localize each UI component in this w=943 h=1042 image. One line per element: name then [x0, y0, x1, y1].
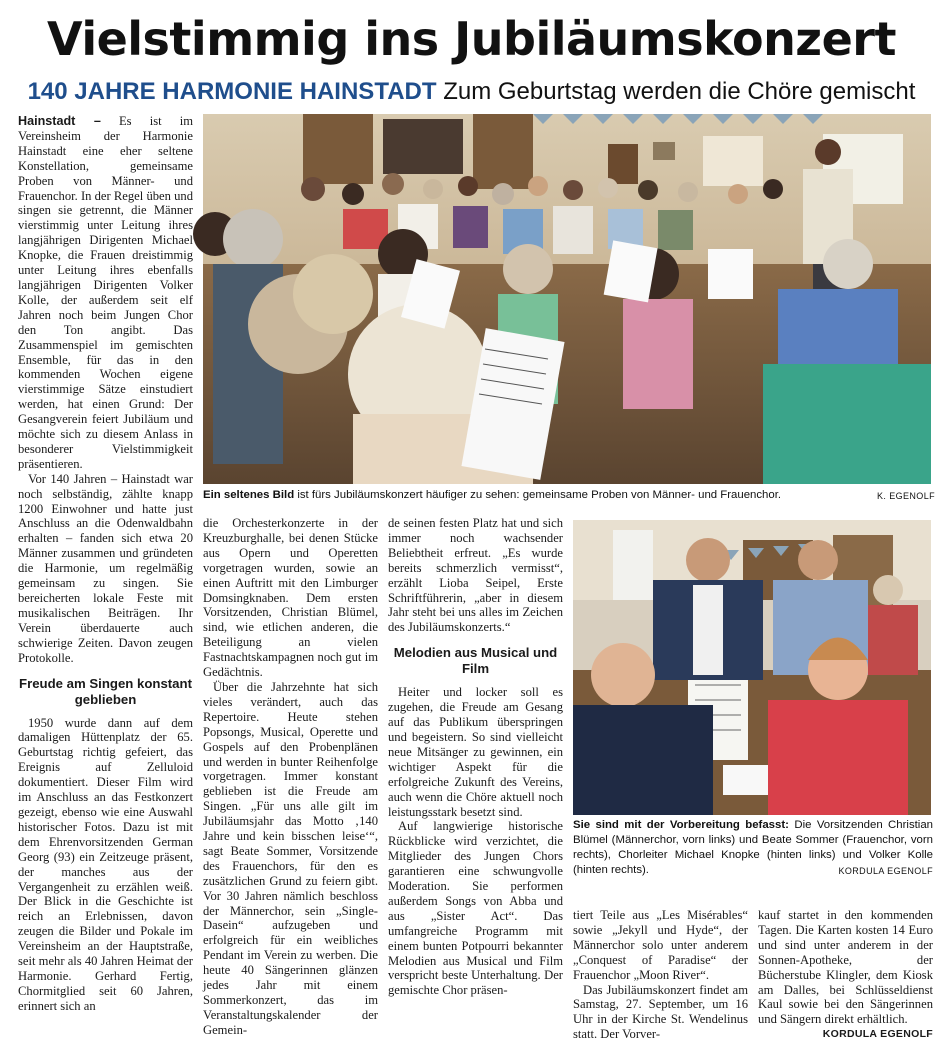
caption-bold: Sie sind mit der Vorbereitung befasst:: [573, 819, 789, 831]
choir-rehearsal-photo: [203, 114, 931, 484]
subheading: Freude am Singen konstant geblieben: [19, 675, 192, 707]
photo-credit: KORDULA EGENOLF: [838, 866, 933, 876]
byline: KORDULA EGENOLF: [822, 1028, 933, 1041]
article-paragraph: Heiter und locker soll es zugehen, die Freude am Gesang auf das Publikum überspringen und begeistern. So sind vielleicht neue Mitsänger zu gewinnen, ein wichtiger Aspekt für die erfolgreiche Zukunft des Vereins, auch wenn die Chöre aktuell noch leistungsstark besetzt sind.: [388, 685, 563, 819]
article-paragraph: de seinen festen Platz hat und sich immer noch wachsender Beliebtheit erfreut. „Es wurde bereits schmerzlich vermisst“, erzählt Lioba Seipel, Erste Schriftführerin, „aber in diesem Jahr steht bei uns alles im Zeichen des Jubiläumskonzerts.“: [388, 516, 563, 635]
subheadline-kicker: 140 JAHRE HARMONIE HAINSTADT: [27, 78, 437, 105]
board-members-image: [573, 520, 931, 815]
headline: Vielstimmig ins Jubiläumskonzert: [47, 12, 896, 66]
article-column-4: [573, 908, 748, 1042]
article-column-1: [18, 114, 193, 1034]
caption-text: ist fürs Jubiläumskonzert häufiger zu sehen: gemeinsame Proben von Männer- und Frauenchor.: [297, 489, 782, 501]
article-paragraph: Vor 140 Jahren – Hainstadt war noch selbständig, zählte knapp 1200 Einwohner und hatte just Anschluss an die Odenwaldbahn erhalten – fanden sich etwa 20 Männer zusammen und gründeten die Harmonie, um regelmäßig gemeinsam zu singen. Sie bereicherten lokale Feste mit musikalischen Beiträgen. Ihr Verein überdauerte auch schwierige Zeiten. Davon zeugen Protokolle.: [18, 471, 193, 665]
article-paragraph: 1950 wurde dann auf dem damaligen Hüttenplatz der 65. Geburtstag richtig gefeiert, das Ereignis auf Zelluloid dokumentiert. Dieser Film wird im Anschluss an das Festkonzert gezeigt, ebenso wie eine Auswahl historischer Fotos. Dazu ist mit dem Ehrenvorsitzenden German Georg (93) ein Zeitzeuge präsent, der manches aus der Vergangenheit zu erzählen weiß. Der Blick in die Geschichte ist reich an Erlebnissen, davon zeugen die Bilder und Pokale im Vereinsheim an der Hauptstraße, seit mehr als 40 Jahren Heimat der Harmonie. Gerhard Fertig, Chormitglied seit 60 Jahren, erinnert sich an: [18, 715, 193, 1013]
choir-rehearsal-image: [203, 114, 931, 484]
subheadline: [0, 78, 943, 106]
article-paragraph: Auf langwierige historische Rückblicke wird verzichtet, die Mitglieder des Jungen Chors garantieren eine schwungvolle Moderation. Sie performen außerdem Songs von Abba und aus „Sister Act“. Das umfangreiche Programm mit einem bunten Potpourri bekannter Melodien aus Musical und Film verspricht beste Unterhaltung. Der gemischte Chor präsen-: [388, 819, 563, 998]
article-paragraph: Das Jubiläumskonzert findet am Samstag, 27. September, um 16 Uhr in der Kirche St. Wendelinus statt. Der Vorver-: [573, 982, 748, 1042]
subheading: Melodien aus Musical und Film: [393, 645, 558, 677]
dateline: Hainstadt –: [18, 114, 101, 128]
bottom-photo-caption: [573, 818, 933, 879]
article-paragraph: Hainstadt – Es ist im Vereinsheim der Harmonie Hainstadt eine eher seltene Konstellation, gemeinsame Proben von Männer- und Frauenchor. In der Regel üben und singen sie getrennt, die Männer vierstimmig unter Leitung ihres langjährigen Dirigenten Michael Knopke, die Frauen dreistimmig unter Leitung ihres ebenfalls langjährigen Dirigenten Volker Kolle, der außerdem seit elf Jahren noch beim Jungen Chor den Ton angibt. Das Zusammenspiel im gemischten Ensemble, für das in den kommenden Wochen eigene vierstimmige Sätze einstudiert werden, hat einen Grund: Der Gesangverein feiert Jubiläum und möchte sich zu diesem Anlass in besonderer Vielstimmigkeit präsentieren.: [18, 114, 193, 471]
top-photo-caption: [203, 488, 935, 504]
article-column-2: [203, 516, 378, 1037]
article-paragraph: die Orchesterkonzerte in der Kreuzburghalle, bei denen Stücke aus Opern und Operetten vorgetragen wurden, sowie an einen Auftritt mit den Limburger Domsingknaben. Dem ersten Vorsitzenden, Christian Blümel, sind, wie etlichen anderen, die Beteiligung an vielen Fastnachtskampagnen noch gut im Gedächtnis.: [203, 516, 378, 680]
photo-credit: K. EGENOLF: [876, 491, 935, 501]
article-column-5: [758, 908, 933, 1041]
article-paragraph: kauf startet in den kommenden Tagen. Die Karten kosten 14 Euro und sind unter anderem in der Sonnen-Apotheke, der Bücherstube Klingler, dem Kiosk am Dalles, bei Schlüsseldienst Kaul sowie bei den Sängerinnen und Sängern direkt erhältlich. KORDULA EGENOLF: [758, 908, 933, 1041]
board-members-photo: [573, 520, 931, 815]
article-paragraph: Über die Jahrzehnte hat sich vieles verändert, auch das Repertoire. Heute stehen Popsongs, Musical, Operette und Gospels auf den Probenplänen und werden in bunter Reihenfolge vorgetragen. Immer konstant geblieben ist die Freude am Singen. „Für uns alle gilt im Jubiläumsjahr das Motto ‚140 Jahre und kein bisschen leise‘“, sagt Beate Sommer, Vorsitzende des Frauenchors, für den es zusätzlichen Grund zu feiern gibt. Vor 30 Jahren nämlich beschloss der Männerchor, sein „Single-Dasein“ aufzugeben und erfolgreich für ein weibliches Pendant im Verein zu werben. Die heute 40 Sängerinnen glänzen jedes Jahr mit einem Sommerkonzert, das im Veranstaltungskalender der Gemein-: [203, 679, 378, 1037]
caption-bold: Ein seltenes Bild: [203, 489, 295, 501]
article-paragraph: tiert Teile aus „Les Misérables“ sowie „Jekyll und Hyde“, der Männerchor solo unter anderem „Conquest of Paradise“ der Frauenchor „Moon River“.: [573, 908, 748, 982]
article-column-3: [388, 516, 563, 1034]
subheadline-text: Zum Geburtstag werden die Chöre gemischt: [443, 78, 916, 105]
caption-text: Die Vorsitzenden Christian Blümel (Männerchor, vorn links) und Beate Sommer (Frauenchor, vorn rechts), Chorleiter Michael Knopke (hinten links) und Volker Kolle (hinten rechts).: [573, 819, 934, 876]
